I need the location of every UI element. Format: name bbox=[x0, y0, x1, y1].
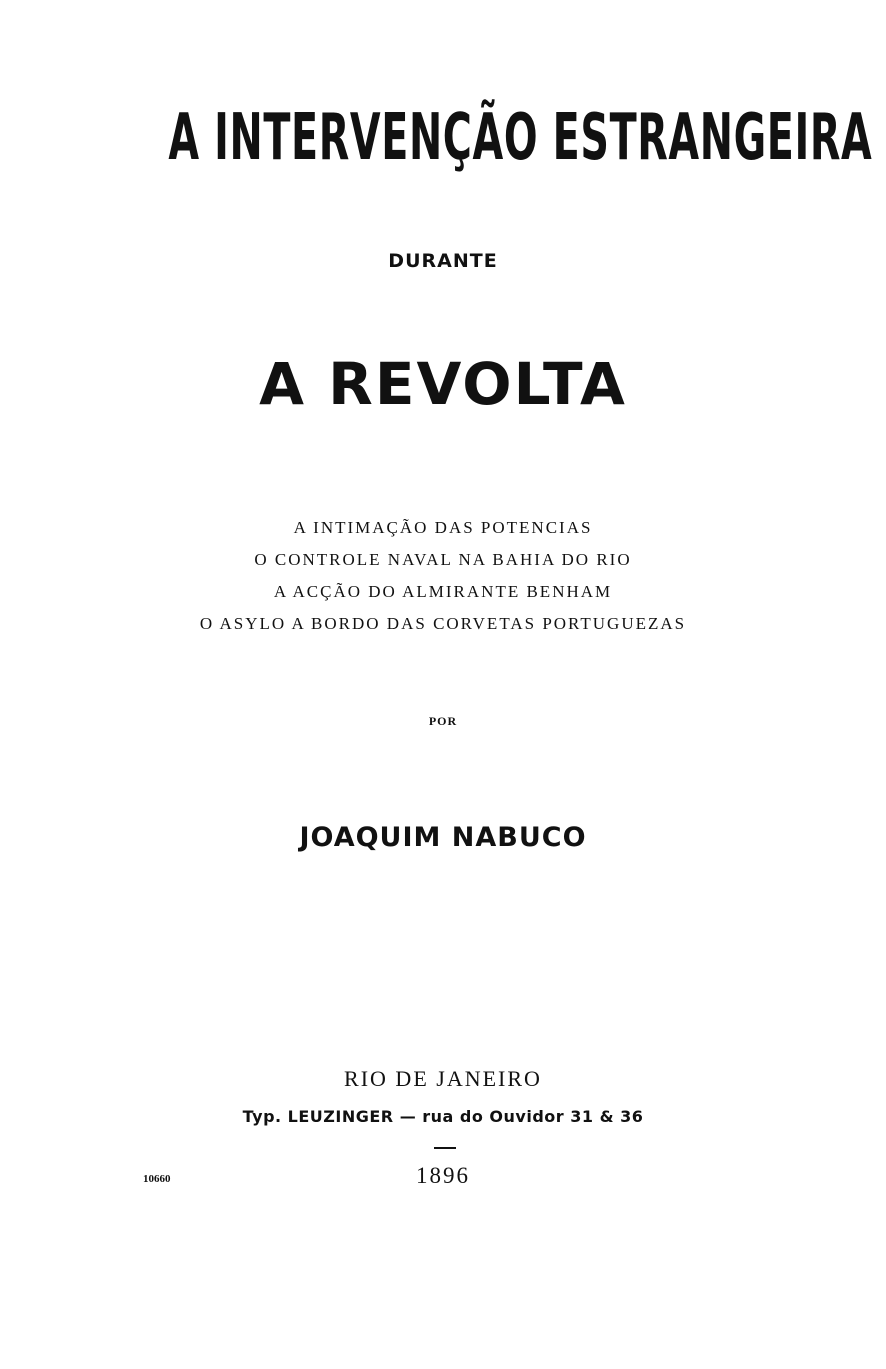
publication-year: 1896 bbox=[416, 1163, 470, 1188]
divider-rule bbox=[434, 1147, 456, 1149]
subtitle-line: A INTIMAÇÃO DAS POTENCIAS bbox=[293, 518, 593, 537]
subtitle-line: A ACÇÃO DO ALMIRANTE BENHAM bbox=[273, 582, 613, 601]
subtitle-line: O ASYLO A BORDO DAS CORVETAS PORTUGUEZAS bbox=[199, 614, 687, 633]
printer-imprint: Typ. LEUZINGER — rua do Ouvidor 31 & 36 bbox=[242, 1107, 644, 1126]
shelfmark-number: 10660 bbox=[143, 1173, 171, 1185]
subtitle-list bbox=[0, 512, 886, 640]
subtitle-line: O CONTROLE NAVAL NA BAHIA DO RIO bbox=[254, 550, 632, 569]
title-connector: DURANTE bbox=[388, 250, 498, 272]
publication-city: RIO DE JANEIRO bbox=[344, 1066, 542, 1091]
main-title: A REVOLTA bbox=[259, 350, 627, 418]
author-name: JOAQUIM NABUCO bbox=[299, 822, 587, 853]
by-label: POR bbox=[428, 714, 458, 728]
book-title: A INTERVENÇÃO ESTRANGEIRA bbox=[168, 101, 873, 175]
